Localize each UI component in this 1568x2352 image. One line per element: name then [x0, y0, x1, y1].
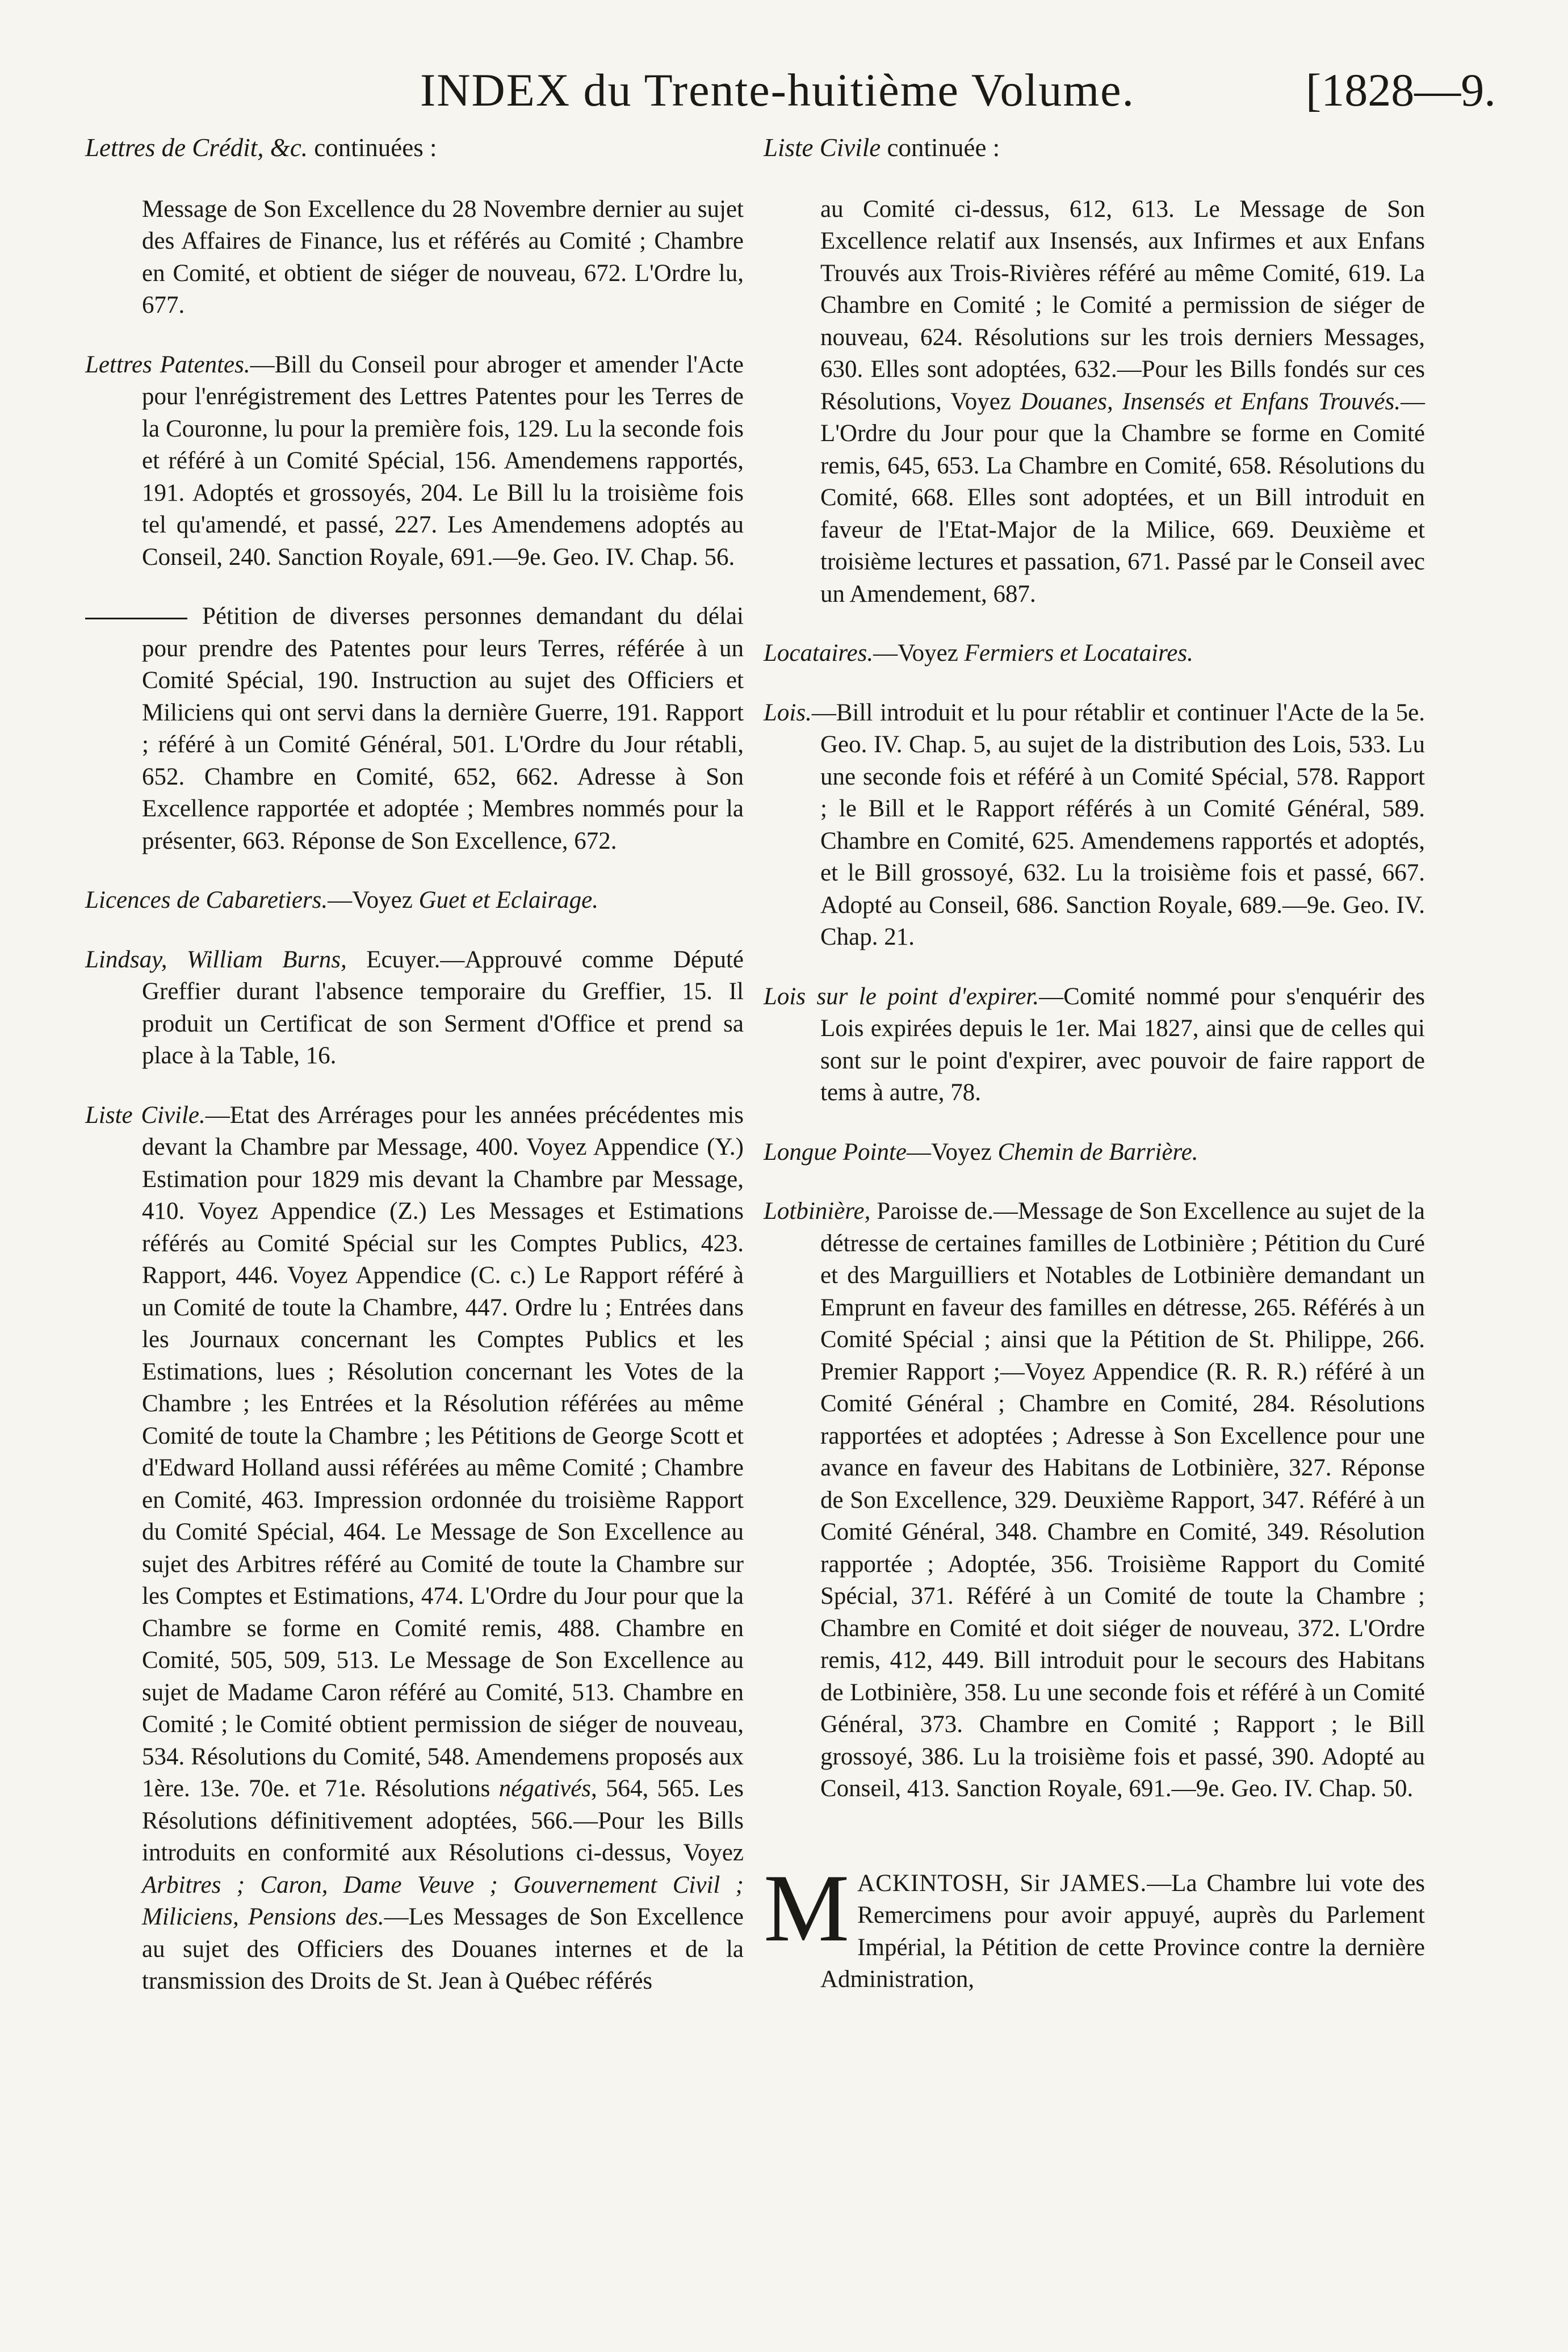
- entry-mackintosh: MACKINTOSH, Sir JAMES.—La Chambre lui vote des Remercimens pour avoir appuyé, auprès du Parlement Impérial, la Pétition de cette Province contre la dernière Administration,: [764, 1854, 1425, 1993]
- entry-licences: Licences de Cabaretiers.—Voyez Guet et Eclairage.: [85, 887, 598, 913]
- entry-lettres-credit: Message de Son Excellence du 28 Novembre dernier au sujet des Affaires de Finance, lus et référés au Comité ; Chambre en Comité, et obtient de siéger de nouveau, 672. L'Ordre lu, 677.: [142, 195, 744, 318]
- running-title: INDEX du Trente-huitième Volume.: [420, 64, 1135, 116]
- entry-lois-expirer: Lois sur le point d'expirer.—Comité nommé pour s'enquérir des Lois expirées depuis le 1er. Mai 1827, ainsi que de celles qui sont sur le point d'expirer, avec pouvoir de faire rapport de tems à autre, 78.: [764, 983, 1425, 1106]
- entry-head: Lettres Patentes.: [85, 351, 250, 378]
- running-header: [0, 57, 1568, 125]
- continued-heading-lettres: Lettres de Crédit, &c. continuées :: [85, 133, 437, 162]
- left-column: [85, 132, 744, 2025]
- section-initial-m: M: [764, 1854, 850, 1961]
- running-year: [1828—9.: [1306, 64, 1496, 116]
- repeat-dash: [85, 618, 187, 619]
- entry-longue-pointe: Longue Pointe—Voyez Chemin de Barrière.: [764, 1138, 1198, 1165]
- entry-lindsay: Lindsay, William Burns, Ecuyer.—Approuvé comme Député Greffier durant l'absence temporaire du Greffier, 15. Il produit un Certificat de son Serment d'Office et prend sa place à la Table, 16.: [85, 946, 744, 1069]
- entry-locataires: Locataires.—Voyez Fermiers et Locataires.: [764, 640, 1193, 666]
- entry-liste-civile: Liste Civile.—Etat des Arrérages pour les années précédentes mis devant la Chambre par Message, 400. Voyez Appendice (Y.) Estimation pour 1829 mis devant la Chambre par Message, 410. Voyez Appendice (Z.) Les Messages et Estimations référés au Comité Spécial sur les Comptes Publics, 423. Rapport, 446. Voyez Appendice (C. c.) Le Rapport référé à un Comité de toute la Chambre, 447. Ordre lu ; Entrées dans les Journaux concernant les Comptes Publics et les Estimations, lues ; Résolution concernant les Votes de la Chambre ; les Entrées et la Résolution référées au même Comité de toute la Chambre ; les Pétitions de George Scott et d'Edward Holland aussi référées au même Comité ; Chambre en Comité, 463. Impression ordonnée du troisième Rapport du Comité Spécial, 464. Le Message de Son Excellence au sujet des Arbitres référé au Comité de toute la Chambre sur les Comptes et Estimations, 474. L'Ordre du Jour pour que la Chambre se forme en Comité remis, 488. Chambre en Comité, 505, 509, 513. Le Message de Son Excellence au sujet de Madame Caron référé au Comité, 513. Chambre en Comité ; le Comité obtient permission de siéger de nouveau, 534. Résolutions du Comité, 548. Amendemens proposés aux 1ère. 13e. 70e. et 71e. Résolutions négativés, 564, 565. Les Résolutions définitivement adoptées, 566.—Pour les Bills introduits en conformité aux Résolutions ci-dessus, Voyez Arbitres ; Caron, Dame Veuve ; Gouvernement Civil ; Miliciens, Pensions des.—Les Messages de Son Excellence au sujet des Officiers des Douanes internes et de la transmission des Droits de St. Jean à Québec référés: [85, 1101, 744, 1994]
- entry-lois: Lois.—Bill introduit et lu pour rétablir et continuer l'Acte de la 5e. Geo. IV. Chap. 5, au sujet de la distribution des Lois, 533. Lu une seconde fois et référé à un Comité Spécial, 578. Rapport ; le Bill et le Rapport référés à un Comité Général, 589. Chambre en Comité, 625. Amendemens rapportés et adoptés, et le Bill grossoyé, 632. Lu la troisième fois et passé, 667. Adopté au Conseil, 686. Sanction Royale, 689.—9e. Geo. IV. Chap. 21.: [764, 699, 1425, 950]
- entry-lettres-patentes: Lettres Patentes.—Bill du Conseil pour abroger et amender l'Acte pour l'enrégistrement des Lettres Patentes pour les Terres de la Couronne, lu pour la première fois, 129. Lu la seconde fois et référé à un Comité Spécial, 156. Amendemens rapportés, 191. Adoptés et grossoyés, 204. Le Bill lu la troisième fois tel qu'amendé, et passé, 227. Les Amendemens adoptés au Conseil, 240. Sanction Royale, 691.—9e. Geo. IV. Chap. 56.: [85, 351, 744, 571]
- entry-lotbiniere: Lotbinière, Paroisse de.—Message de Son Excellence au sujet de la détresse de certaines familles de Lotbinière ; Pétition du Curé et des Marguilliers et Notables de Lotbinière demandant un Emprunt en faveur des familles en détresse, 265. Référés à un Comité Spécial ; ainsi que la Pétition de St. Philippe, 266. Premier Rapport ;—Voyez Appendice (R. R. R.) référé à un Comité Général ; Chambre en Comité, 284. Résolutions rapportées et adoptées ; Adresse à Son Excellence pour une avance en faveur des Habitans de Lotbinière, 327. Réponse de Son Excellence, 329. Deuxième Rapport, 347. Référé à un Comité Général, 348. Chambre en Comité, 349. Résolution rapportée ; Adoptée, 356. Troisième Rapport du Comité Spécial, 371. Référé à un Comité de toute la Chambre ; Chambre en Comité et doit siéger de nouveau, 372. L'Ordre remis, 412, 449. Bill introduit pour le secours des Habitans de Lotbinière, 358. Lu une seconde fois et référé à un Comité Général, 373. Chambre en Comité ; Rapport ; le Bill grossoyé, 386. Lu la troisième fois et passé, 390. Adopté au Conseil, 413. Sanction Royale, 691.—9e. Geo. IV. Chap. 50.: [764, 1198, 1425, 1802]
- entry-petition: Pétition de diverses personnes demandant du délai pour prendre des Patentes pour leurs Terres, référée à un Comité Spécial, 190. Instruction au sujet des Officiers et Miliciens qui ont servi dans la dernière Guerre, 191. Rapport ; référé à un Comité Général, 501. L'Ordre du Jour rétabli, 652. Chambre en Comité, 652, 662. Adresse à Son Excellence rapportée et adoptée ; Membres nommés pour la présenter, 663. Réponse de Son Excellence, 672.: [85, 601, 744, 857]
- entry-liste-continued: au Comité ci-dessus, 612, 613. Le Message de Son Excellence relatif aux Insensés, aux Infirmes et aux Enfans Trouvés aux Trois-Rivières référé au même Comité, 619. La Chambre en Comité ; le Comité a permission de siéger de nouveau, 624. Résolutions sur les trois derniers Messages, 630. Elles sont adoptées, 632.—Pour les Bills fondés sur ces Résolutions, Voyez Douanes, Insensés et Enfans Trouvés.—L'Ordre du Jour pour que la Chambre se forme en Comité remis, 645, 653. La Chambre en Comité, 658. Résolutions du Comité, 668. Elles sont adoptées, et un Bill introduit en faveur de l'Etat-Major de la Milice, 669. Deuxième et troisième lectures et passation, 671. Passé par le Conseil avec un Amendement, 687.: [820, 195, 1425, 607]
- continued-heading-liste: Liste Civile continuée :: [764, 133, 1000, 162]
- right-column: [764, 132, 1425, 2023]
